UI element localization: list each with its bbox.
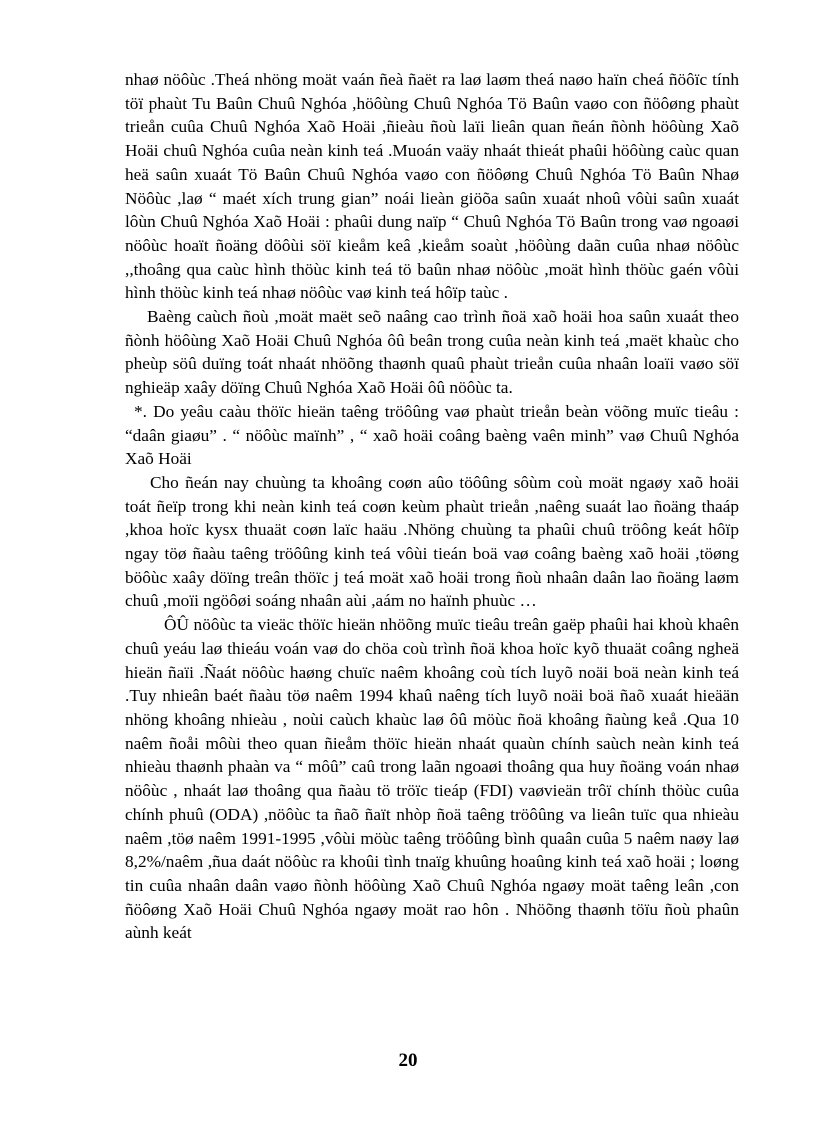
- document-body: [125, 68, 739, 945]
- paragraph-3: *. Do yeâu caàu thöïc hieän taêng tröôûng vaø phaùt trieån beàn vöõng muïc tieâu : “daân giaøu” . “ nöôùc maïnh” , “ xaõ hoäi coâng baèng vaên minh” vaø Chuû Nghóa Xaõ Hoäi: [125, 401, 739, 469]
- paragraph-4: Cho ñeán nay chuùng ta khoâng coøn aûo töôûng sôùm coù moät ngaøy xaõ hoäi toát ñeïp trong khi neàn kinh teá coøn keùm phaùt trieån ,naêng suaát lao ñoäng thaáp ,khoa hoïc kysx thuaät coøn laïc haäu .Nhöng chuùng ta phaûi chuû tröông keát hôïp ngay töø ñaàu taêng tröôûng kinh teá vôùi tieán boä vaø coâng baèng xaõ hoäi ,töøng böôùc xaây döïng treân thöïc j teá moät xaõ hoäi trong ñoù nhaân daân lao ñoäng laøm chuû ,moïi ngöôøi soáng nhaân aùi ,aám no haïnh phuùc …: [125, 472, 739, 611]
- paragraph-2: Baèng caùch ñoù ,moät maët seõ naâng cao trình ñoä xaõ hoäi hoa saûn xuaát theo ñònh höôùng Xaõ Hoäi Chuû Nghóa ôû beân trong cuûa neàn kinh teá ,maët khaùc cho pheùp söû duïng toát nhaát nhöõng thaønh quaû phaùt trieån cuûa nhaân loaïi vaøo söï nghieäp xaây döïng Chuû Nghóa Xaõ Hoäi ôû nöôùc ta.: [125, 307, 739, 398]
- page-number: 20: [398, 1050, 418, 1071]
- paragraph-5: ÔÛ nöôùc ta vieäc thöïc hieän nhöõng muïc tieâu treân gaëp phaûi hai khoù khaên chuû yeáu laø thieáu voán vaø do chöa coù trình ñoä khoa hoïc kyõ thuaät coâng ngheä hieän ñaïi .Ñaát nöôùc haøng chuïc naêm khoâng coù tích luyõ noäi boä neàn kinh teá .Tuy nhieân baét ñaàu töø naêm 1994 khaû naêng tích luyõ noäi boä ñaõ xuaát hieään nhöng khoâng nhieàu , noùi caùch khaùc laø ôû möùc ñoä khoâng ñaùng keå .Qua 10 naêm ñoåi môùi theo quan ñieåm thöïc hieän nhaát quaùn chính saùch neàn kinh teá nhieàu thaønh phaàn va “ môû” caû trong laãn ngoaøi thoâng qua huy ñoäng voán nhaø nöôùc , nhaát laø thoâng qua ñaàu tö tröïc tieáp (FDI) vaøvieän trôï chính thöùc cuûa chính phuû (ODA) ,nöôùc ta ñaõ ñaït nhòp ñoä taêng tröôûng va lieân tuïc qua nhieàu naêm ,töø naêm 1991-1995 ,vôùi möùc taêng tröôûng bình quaân cuûa 5 naêm naøy laø 8,2%/naêm ,ñua daát nöôùc ra khoûi tình tnaïg khuûng hoaûng kinh teá xaõ hoäi ; loøng tin cuûa nhaân daân vaøo ñònh höôùng Xaõ Chuû Nghóa ngaøy moät taêng leân ,con ñöôøng Xaõ Hoäi Chuû Nghóa ngaøy moät rao hôn . Nhöõng thaønh töïu ñoù phaûn aùnh keát: [125, 615, 739, 943]
- paragraph-1: nhaø nöôùc .Theá nhöng moät vaán ñeà ñaët ra laø laøm theá naøo haïn cheá ñöôïc tính töï phaùt Tu Baûn Chuû Nghóa ,höôùng Chuû Nghóa Tö Baûn vaøo con ñöôøng phaùt trieån cuûa Chuû Nghóa Xaõ Hoäi ,ñieàu ñoù laïi lieân quan ñeán ñònh höôùng Xaõ Hoäi chuû Nghóa cuûa neàn kinh teá .Muoán vaäy nhaát thieát phaûi höôùng caùc quan heä saûn xuaát Tö Baûn Chuû Nghóa vaøo con ñöôøng Chuû Nghóa Tö Baûn Nhaø Nöôùc ,laø “ maét xích trung gian” noái lieàn giöõa saûn xuaát nhoû vôùi saûn xuaát lôùn Chuû Nghóa Xaõ Hoäi : phaûi dung naïp “ Chuû Nghóa Tö Baûn trong vaø ngoaøi nöôùc hoaït ñoäng döôùi söï kieåm keâ ,kieåm soaùt ,höôùng daãn cuûa nhaø nöôùc ,,thoâng qua caùc hình thöùc kinh teá tö baûn nhaø nöôùc ,moät hình thöùc gaén vôùi hình thöùc kinh teá nhaø nöôùc vaø kinh teá hôïp taùc .: [125, 70, 739, 303]
